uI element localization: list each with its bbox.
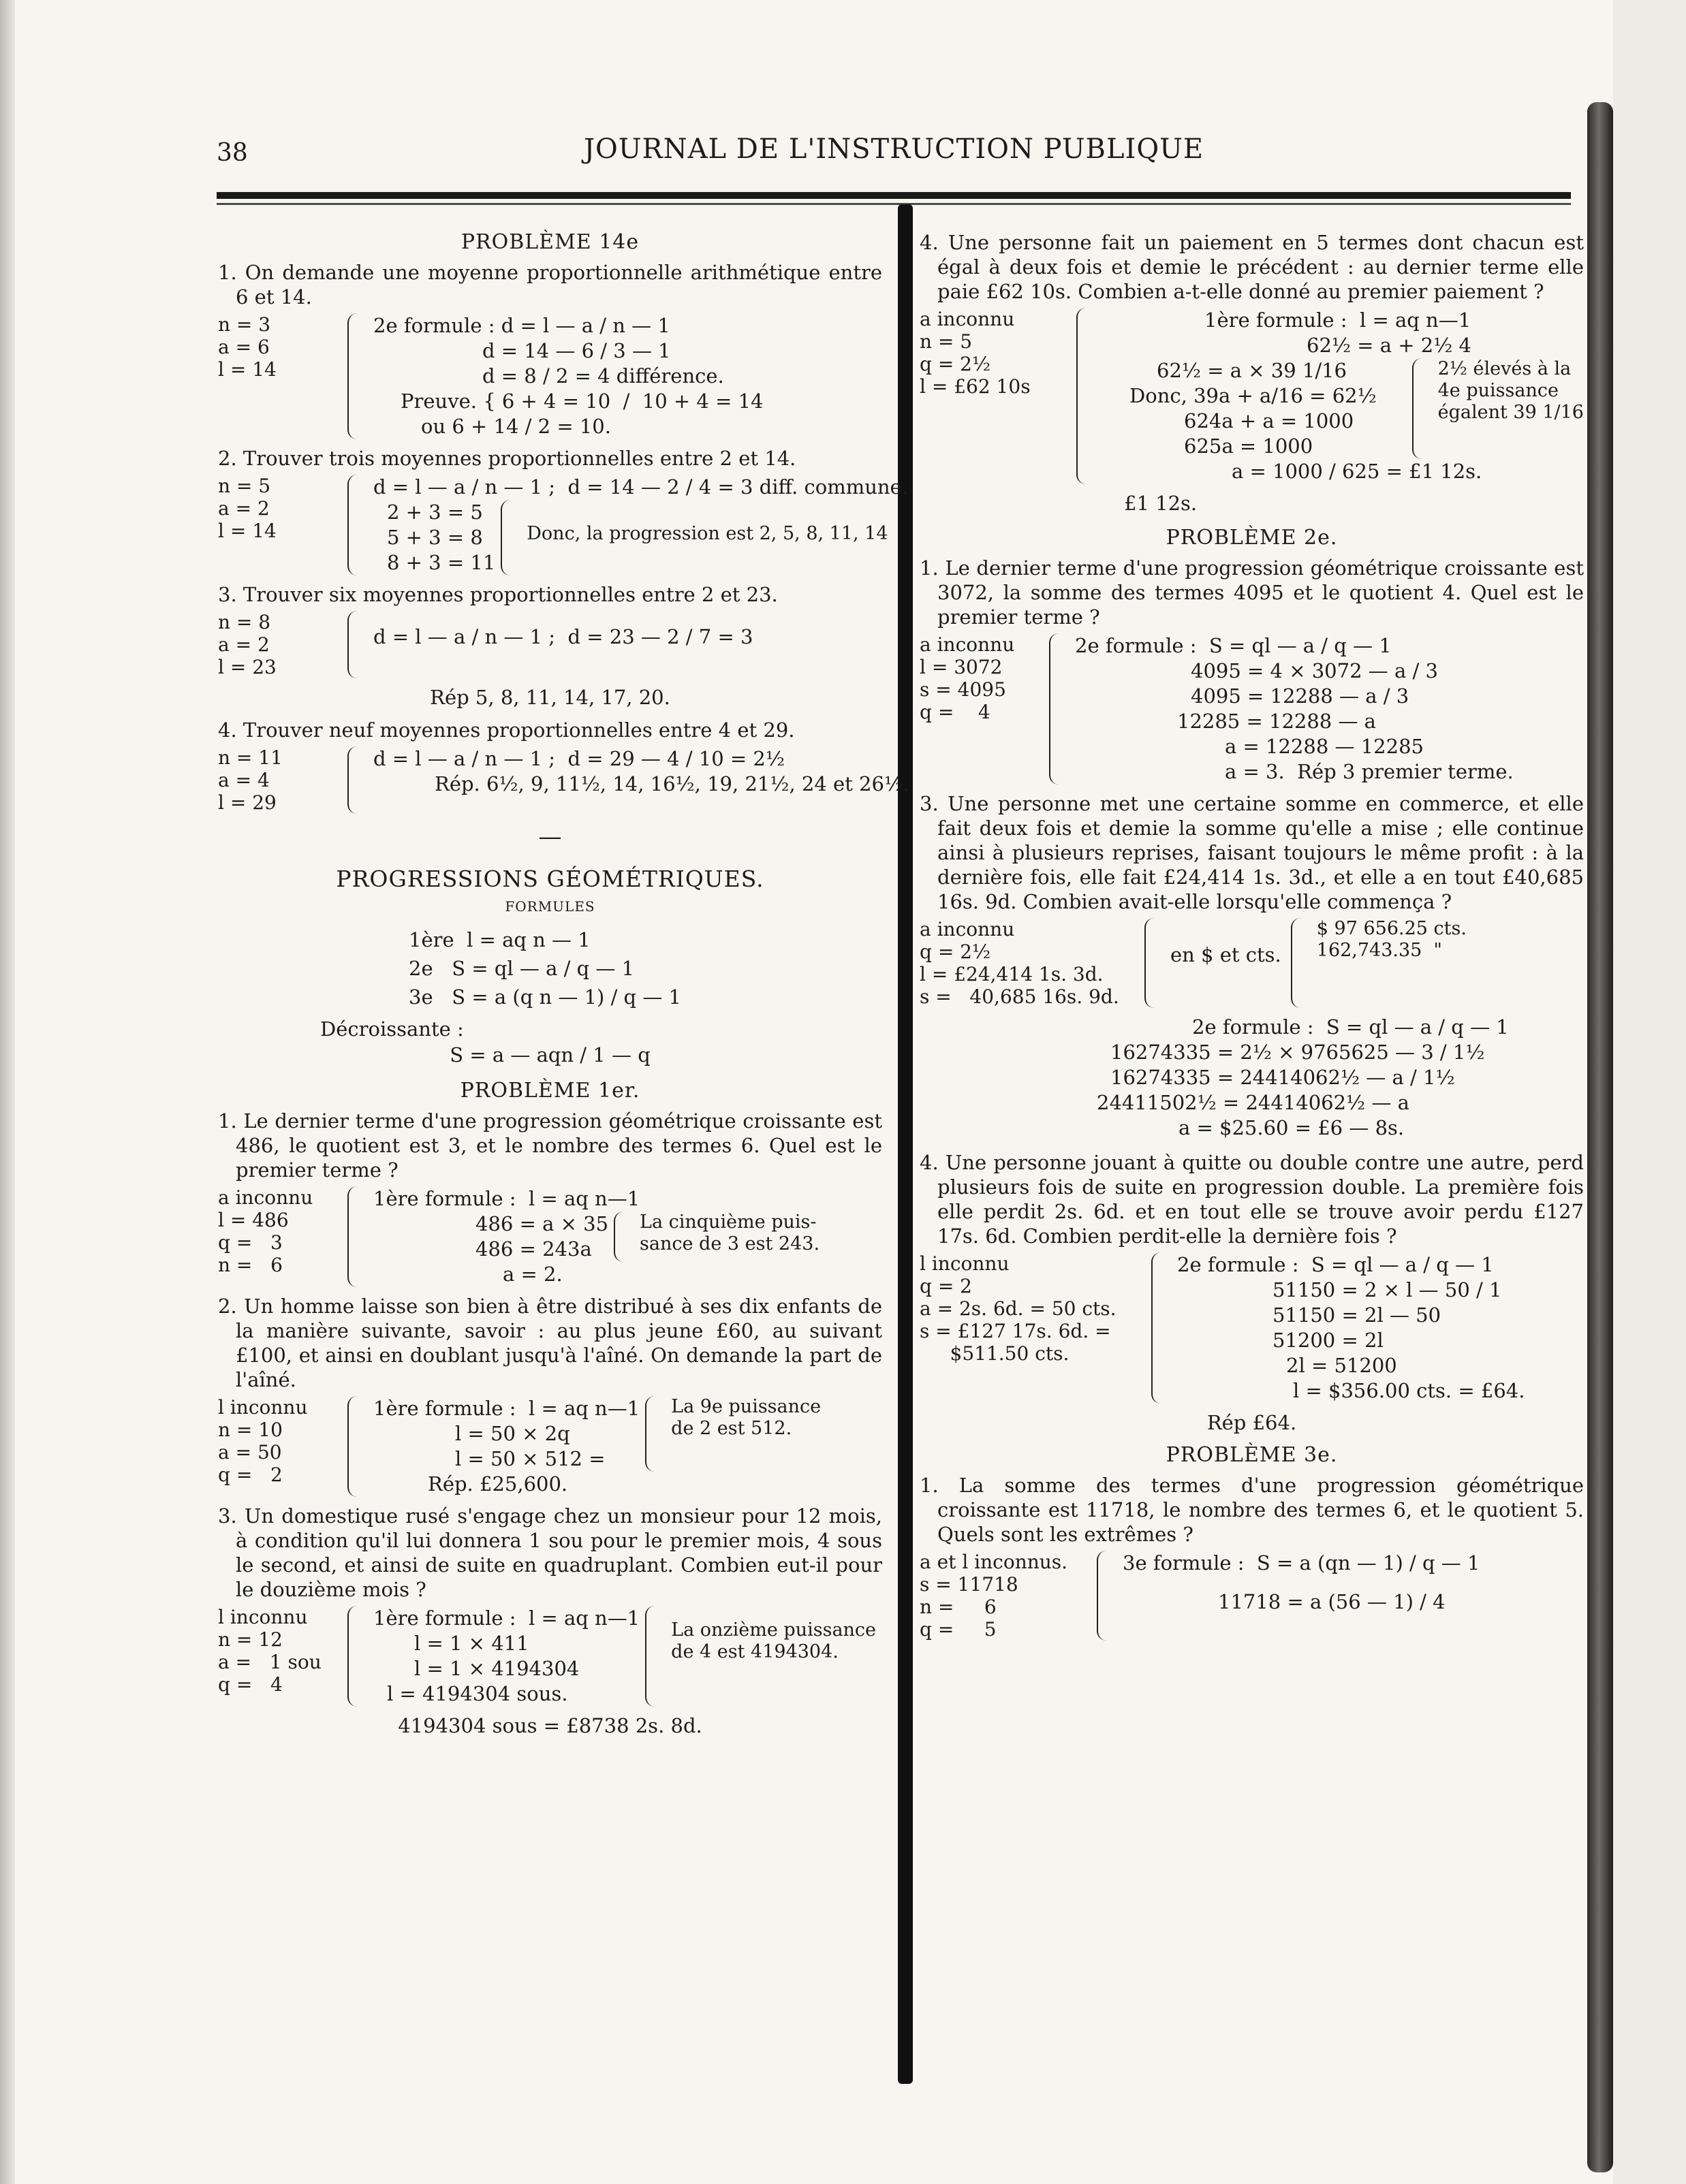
extremes-question-1-work (920, 1551, 1584, 1641)
equation-line: 24411502½ = 24414062½ — a (1097, 1091, 1409, 1114)
geo-question-3-work (218, 1606, 882, 1707)
equation-line: 1ère formule : l = aq n—1 (1204, 308, 1471, 332)
geo-question-2-note: La 9e puissance de 2 est 512. (671, 1396, 822, 1439)
formula-2: 2e S = ql — a / q — 1 (409, 957, 635, 980)
equation-line: 625a = 1000 (1184, 434, 1313, 458)
question-4-vars: n = 11 a = 4 l = 29 (218, 746, 283, 814)
equation-line: 2e formule : S = ql — a / q — 1 (1177, 1253, 1494, 1276)
geo-question-1-vars: a inconnu l = 486 q = 3 n = 6 (218, 1186, 313, 1276)
equation-line: 16274335 = 2½ × 9765625 — 3 / 1½ (1110, 1041, 1485, 1064)
formula-1: 1ère l = aq n — 1 (409, 928, 591, 951)
equation-line: 62½ = a × 39 1/16 (1157, 359, 1347, 382)
geometric-progressions-title: PROGRESSIONS GÉOMÉTRIQUES. (336, 866, 764, 892)
equation-line: 1ère formule : l = aq n—1 (373, 1187, 640, 1210)
brace (614, 1212, 630, 1262)
equation-line: a = 1000 / 625 = £1 12s. (1232, 460, 1482, 483)
equation-line: ou 6 + 14 / 2 = 10. (421, 415, 611, 438)
equation-line: d = l — a / n — 1 ; d = 29 — 4 / 10 = 2½ (373, 747, 785, 770)
equation-line: d = l — a / n — 1 ; d = 14 — 2 / 4 = 3 diff. commune. (373, 475, 908, 498)
sum-question-3-work (920, 918, 1584, 1008)
brace (1144, 918, 1161, 1008)
equation-line: 12285 = 12288 — a (1177, 710, 1376, 733)
question-2-note: Donc, la progression est 2, 5, 8, 11, 14 (527, 523, 888, 544)
geo-question-3-answer: 4194304 sous = £8738 2s. 8d. (398, 1714, 702, 1737)
formules-label: FORMULES (505, 898, 595, 915)
brace (501, 500, 517, 575)
geo-question-3-note: La onzième puissance de 4 est 4194304. (671, 1619, 877, 1662)
equation-line: 51150 = 2l — 50 (1273, 1303, 1441, 1327)
equation-line: Donc, 39a + a/16 = 62½ (1129, 384, 1377, 407)
payment-question-4-equations (1102, 358, 1412, 459)
brace (645, 1606, 661, 1707)
brace (347, 313, 364, 439)
question-4: 4. Trouver neuf moyennes proportionnelles entre 4 et 29. (218, 718, 795, 742)
geo-question-1-lines (373, 1186, 882, 1287)
sum-question-3: 3. Une personne met une certaine somme en commerce, et elle fait deux fois et demie la somme qu'elle a mise ; elle continue ainsi à plusieurs reprises, faisant toujours le même profit : à la dernière fois, elle fait £24,414 1s. 3d., et elle a en tout £40,685 16s. 9d. Combien avait-elle lorsqu'elle commença ? (920, 792, 1584, 913)
question-4-work (218, 746, 910, 814)
equation-line: d = l — a / n — 1 ; d = 23 — 2 / 7 = 3 (373, 625, 753, 648)
geo-question-2-work (218, 1396, 882, 1497)
gambling-question-4-answer: Rép £64. (1206, 1411, 1297, 1434)
equation-line: Preuve. { 6 + 4 = 10 / 10 + 4 = 14 (401, 390, 764, 413)
equation-line: 2e formule : S = ql — a / q — 1 (1075, 634, 1392, 657)
page-edge-right (1613, 0, 1686, 2184)
question-3-lines (373, 611, 882, 650)
equation-line: Rép. 6½, 9, 11½, 14, 16½, 19, 21½, 24 et 26½. (435, 772, 910, 795)
geo-question-2: 2. Un homme laisse son bien à être distribué à ses dix enfants de la manière suivante, savoir : au plus jeune £60, au suivant £100, et ainsi en doublant jusqu'à l'aîné. On demande la part de l'aîné. (218, 1295, 882, 1391)
question-2-steps (373, 500, 908, 575)
brace (1049, 633, 1065, 785)
geo-question-3: 3. Un domestique rusé s'engage chez un monsieur pour 12 mois, à condition qu'il lui donnera 1 sou pour le premier mois, 4 sous le second, et ainsi de suite en quadruplant. Combien eut-il pour le douzième mois ? (218, 1504, 882, 1601)
header-rule-thin (217, 203, 1571, 205)
brace (347, 475, 364, 575)
brace (347, 1396, 364, 1497)
equation-line: 624a + a = 1000 (1184, 409, 1354, 432)
geo-question-2-steps (373, 1396, 882, 1472)
sum-question-1-work (920, 633, 1584, 785)
question-2-vars: n = 5 a = 2 l = 14 (218, 475, 277, 542)
sum-question-1-lines (1075, 633, 1584, 785)
formula-3: 3e S = a (q n — 1) / q — 1 (409, 985, 682, 1009)
question-1-work (218, 313, 882, 439)
equation-line: 51200 = 2l (1273, 1329, 1384, 1352)
geo-question-3-equations (373, 1606, 640, 1707)
sum-question-3-note: $ 97 656.25 cts. 162,743.35 " (1316, 918, 1467, 961)
gambling-question-4: 4. Une personne jouant à quitte ou double contre une autre, perd plusieurs fois de suite en progression double. La première fois elle perdit 2s. 6d. et en tout elle se trouve avoir perdu £127 17s. 6d. Combien perdit-elle la dernière fois ? (920, 1151, 1584, 1248)
gambling-question-4-work (920, 1252, 1584, 1404)
equation-line: 3e formule : S = a (qn — 1) / q — 1 (1123, 1551, 1480, 1574)
equation-line: 1ère formule : l = aq n—1 (373, 1607, 640, 1630)
geo-question-2-equations (373, 1396, 640, 1472)
decroissante-formula: S = a — aqn / 1 — q (450, 1043, 651, 1066)
geo-question-1: 1. Le dernier terme d'une progression géométrique croissante est 486, le quotient est 3, et le nombre des termes 6. Quel est le premier terme ? (218, 1109, 882, 1182)
equation-line: a = 12288 — 12285 (1225, 735, 1424, 758)
question-3-answer: Rép 5, 8, 11, 14, 17, 20. (430, 686, 670, 709)
equation-line: 1ère formule : l = aq n—1 (373, 1397, 640, 1420)
payment-question-4-work (920, 308, 1584, 484)
left-column (218, 225, 910, 2091)
payment-question-4: 4. Une personne fait un paiement en 5 termes dont chacun est égal à deux fois et demie le précédent : au dernier terme elle paie £62 10s. Combien a-t-elle donné au premier paiement ? (920, 231, 1584, 303)
question-2-additions (373, 500, 495, 575)
decroissante-label: Décroissante : (320, 1017, 464, 1041)
sum-question-1: 1. Le dernier terme d'une progression géométrique croissante est 3072, la somme des termes 4095 et le quotient 4. Quel est le premier terme ? (920, 556, 1584, 629)
header-rule (217, 192, 1571, 199)
running-title: JOURNAL DE L'INSTRUCTION PUBLIQUE (583, 133, 1204, 165)
equation-line: 5 + 3 = 8 (387, 526, 483, 549)
geo-question-3-lines (373, 1606, 882, 1707)
question-3-vars: n = 8 a = 2 l = 23 (218, 611, 277, 678)
payment-question-4-steps (1102, 358, 1584, 459)
question-3: 3. Trouver six moyennes proportionnelles entre 2 et 23. (218, 583, 778, 606)
brace (347, 1606, 364, 1707)
problem-3-title: PROBLÈME 3e. (1166, 1443, 1338, 1467)
question-4-lines (373, 746, 909, 797)
extremes-question-1-vars: a et l inconnus. s = 11718 n = 6 q = 5 (920, 1551, 1068, 1641)
equation-line: 2e formule : d = l — a / n — 1 (373, 314, 670, 337)
equation-line: 486 = 243a (475, 1237, 592, 1261)
page-number: 38 (217, 139, 248, 167)
problem-1-title: PROBLÈME 1er. (460, 1079, 640, 1103)
gambling-question-4-vars: l inconnu q = 2 a = 2s. 6d. = 50 cts. s = £127 17s. 6d. = $511.50 cts. (920, 1252, 1117, 1365)
geo-question-3-steps (373, 1606, 882, 1707)
equation-line: l = $356.00 cts. = £64. (1293, 1379, 1525, 1402)
geo-question-2-vars: l inconnu n = 10 a = 50 q = 2 (218, 1396, 308, 1486)
sum-question-3-mid: en $ et cts. (1170, 943, 1281, 966)
payment-question-4-lines (1102, 308, 1584, 484)
equation-line: a = 2. (503, 1263, 563, 1286)
sum-question-3-vars: a inconnu q = 2½ l = £24,414 1s. 3d. s = 40,685 16s. 9d. (920, 918, 1119, 1008)
equation-line: 2 + 3 = 5 (387, 501, 483, 524)
payment-question-4-answer: £1 12s. (1124, 492, 1198, 515)
extremes-question-1: 1. La somme des termes d'une progression géométrique croissante est 11718, le nombre des termes 6, et le quotient 5. Quels sont les extrêmes ? (920, 1474, 1584, 1546)
page-header (217, 133, 1571, 181)
equation-line: 8 + 3 = 11 (387, 551, 496, 574)
equation-line: Rép. £25,600. (428, 1472, 568, 1495)
question-2: 2. Trouver trois moyennes proportionnelles entre 2 et 14. (218, 447, 796, 470)
equation-line: 2e formule : S = ql — a / q — 1 (1192, 1015, 1509, 1039)
equation-line: 11718 = a (56 — 1) / 4 (1218, 1590, 1446, 1613)
equation-line: 16274335 = 24414062½ — a / 1½ (1110, 1066, 1455, 1089)
question-1-lines (373, 313, 882, 439)
question-3-work (218, 611, 882, 678)
geo-question-1-steps (373, 1212, 882, 1262)
question-1: 1. On demande une moyenne proportionnelle arithmétique entre 6 et 14. (218, 261, 882, 308)
payment-question-4-note: 2½ élevés à la 4e puissance égalent 39 1/16 (1437, 358, 1584, 423)
brace (347, 611, 364, 678)
equation-line: 51150 = 2 × l — 50 / 1 (1273, 1278, 1502, 1301)
equation-line: l = 1 × 411 (414, 1632, 529, 1655)
brace (1291, 918, 1307, 1008)
geo-question-2-lines (373, 1396, 882, 1497)
brace (1097, 1551, 1113, 1641)
equation-line: 4095 = 4 × 3072 — a / 3 (1191, 659, 1438, 682)
sum-question-1-vars: a inconnu l = 3072 s = 4095 q = 4 (920, 633, 1015, 723)
payment-question-4-vars: a inconnu n = 5 q = 2½ l = £62 10s (920, 308, 1031, 398)
sum-question-3-lines (920, 1015, 1584, 1141)
brace (1076, 308, 1093, 484)
brace (347, 1186, 364, 1287)
brace (347, 746, 364, 814)
geo-question-1-work (218, 1186, 882, 1287)
problem-14-title: PROBLÈME 14e (460, 230, 640, 254)
equation-line: a = $25.60 = £6 — 8s. (1178, 1116, 1405, 1139)
section-dash: — (538, 823, 562, 851)
equation-line: l = 50 × 2q (455, 1422, 570, 1445)
right-column (920, 225, 1584, 2145)
page-shadow-left (0, 0, 15, 2184)
geo-question-3-vars: l inconnu n = 12 a = 1 sou q = 4 (218, 1606, 322, 1696)
gambling-question-4-lines (1177, 1252, 1584, 1404)
equation-line: 62½ = a + 2½ 4 (1307, 334, 1471, 357)
equation-line: 2l = 51200 (1286, 1354, 1397, 1377)
brace (1151, 1252, 1168, 1404)
brace (1412, 358, 1429, 459)
equation-line: d = 14 — 6 / 3 — 1 (482, 339, 671, 362)
equation-line: l = 50 × 512 = (455, 1447, 606, 1470)
question-2-lines (373, 475, 908, 575)
equation-line: a = 3. Rép 3 premier terme. (1225, 760, 1514, 783)
geo-question-1-equations (373, 1212, 608, 1262)
extremes-question-1-lines (1123, 1551, 1584, 1615)
problem-2-title: PROBLÈME 2e. (1166, 526, 1338, 550)
brace (645, 1396, 661, 1472)
equation-line: 486 = a × 35 (475, 1212, 609, 1235)
equation-line: l = 4194304 sous. (387, 1682, 568, 1705)
book-binding (1587, 102, 1613, 2172)
equation-line: l = 1 × 4194304 (414, 1657, 580, 1680)
question-1-vars: n = 3 a = 6 l = 14 (218, 313, 277, 381)
equation-line: 4095 = 12288 — a / 3 (1191, 684, 1409, 708)
question-2-work (218, 475, 908, 575)
formulas-list (409, 925, 882, 1011)
equation-line: d = 8 / 2 = 4 différence. (482, 364, 724, 387)
geo-question-1-note: La cinquième puis- sance de 3 est 243. (640, 1212, 820, 1254)
